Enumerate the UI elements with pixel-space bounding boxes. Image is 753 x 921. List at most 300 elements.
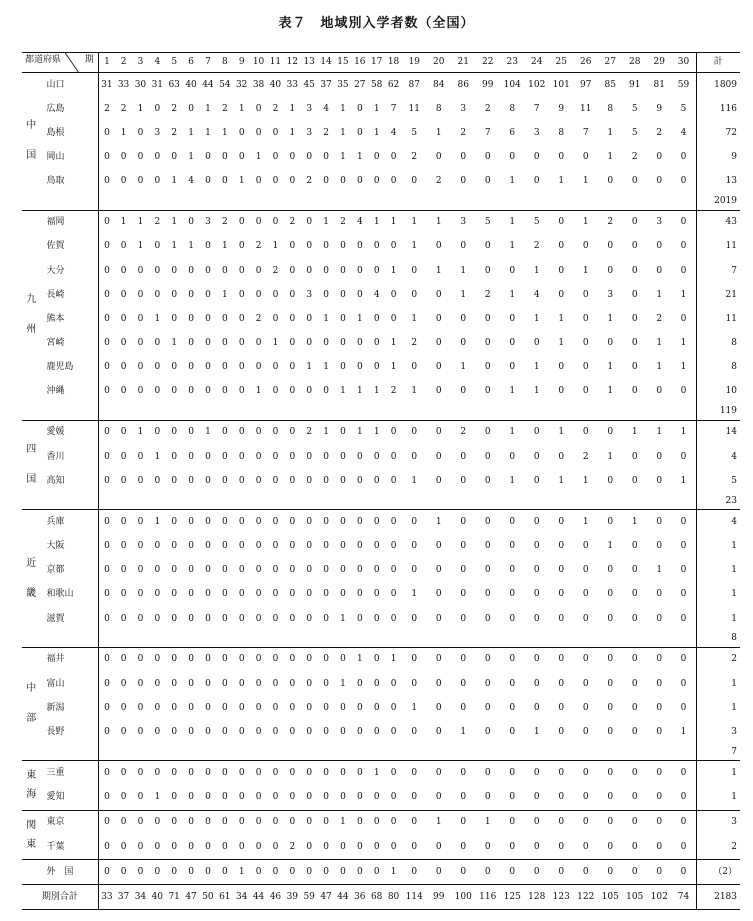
cell-value: 1 xyxy=(356,313,363,324)
region-char: 州 xyxy=(26,324,37,336)
cell-value: 0 xyxy=(306,565,313,576)
cell-value: 0 xyxy=(238,565,245,576)
cell-value: 0 xyxy=(205,386,211,397)
cell-value: 0 xyxy=(607,817,614,828)
cell-value: 0 xyxy=(238,386,245,397)
empty-cell xyxy=(301,745,318,761)
cell-value: 0 xyxy=(272,152,279,163)
subtotal-row xyxy=(22,404,740,420)
cell-value: 1 xyxy=(656,338,663,349)
cell-value: 0 xyxy=(132,860,149,885)
prefecture-name: 新潟 xyxy=(41,696,99,720)
cell-value: 0 xyxy=(484,768,491,778)
cell-value: 0 xyxy=(289,768,296,778)
period-total-value: 128 xyxy=(525,885,550,910)
cell-value: 1 xyxy=(656,362,663,373)
table-row xyxy=(22,696,740,720)
cell-value: 0 xyxy=(390,516,397,527)
cell-value: 0 xyxy=(171,654,178,665)
cell-value: 2 xyxy=(306,176,313,187)
prefecture-name: 宮崎 xyxy=(41,332,99,356)
cell-value: 0 xyxy=(284,860,301,885)
period-header: 30 xyxy=(672,53,697,73)
empty-cell xyxy=(623,631,648,647)
cell-value: 0 xyxy=(558,241,565,252)
cell-value: 0 xyxy=(484,613,491,624)
cell-value: 0 xyxy=(656,540,663,551)
empty-cell xyxy=(672,194,697,210)
cell-value: 0 xyxy=(460,589,467,600)
cell-value: 0 xyxy=(533,589,540,600)
cell-value: 1 xyxy=(582,475,589,486)
cell-value: 0 xyxy=(104,217,110,228)
cell-value: 0 xyxy=(451,786,476,811)
cell-value: 0 xyxy=(672,170,697,194)
cell-value: 0 xyxy=(289,565,296,576)
cell-value: 2 xyxy=(582,451,589,462)
cell-value: 0 xyxy=(484,702,491,713)
cell-value: 0 xyxy=(582,540,589,551)
cell-value: 0 xyxy=(356,727,363,738)
cell-value: 1 xyxy=(373,386,380,397)
cell-value: 0 xyxy=(368,786,385,811)
period-header: 19 xyxy=(402,53,427,73)
empty-cell xyxy=(132,631,149,647)
cell-value: 1 xyxy=(390,265,397,276)
cell-value: 0 xyxy=(435,313,442,324)
cell-value: 4 xyxy=(533,289,540,300)
cell-value: 0 xyxy=(255,289,262,300)
cell-value: 0 xyxy=(607,702,614,713)
empty-cell xyxy=(183,493,200,509)
cell-value: 0 xyxy=(390,451,397,462)
region-char: 東 xyxy=(26,838,37,850)
cell-value: 1 xyxy=(435,217,442,228)
cell-value: 0 xyxy=(188,727,194,738)
cell-value: 0 xyxy=(171,702,178,713)
cell-value: 0 xyxy=(435,540,442,551)
cell-value: 1 xyxy=(356,654,363,665)
cell-value: 0 xyxy=(238,589,245,600)
table-row xyxy=(22,810,740,835)
cell-value: 0 xyxy=(373,654,380,665)
cell-value: 0 xyxy=(233,835,250,860)
cell-value: 8 xyxy=(558,127,565,138)
empty-cell xyxy=(149,631,166,647)
cell-value: 0 xyxy=(149,860,166,885)
cell-value: 0 xyxy=(104,516,110,527)
cell-value: 0 xyxy=(435,565,442,576)
prefecture-name: 千葉 xyxy=(41,835,99,860)
cell-value: 1 xyxy=(233,860,250,885)
cell-value: 0 xyxy=(356,817,363,828)
period-total-value: 44 xyxy=(250,885,267,910)
cell-value: 5 xyxy=(631,103,638,114)
cell-value: 0 xyxy=(460,565,467,576)
empty-cell xyxy=(301,631,318,647)
cell-value: 0 xyxy=(484,241,491,252)
empty-cell xyxy=(335,404,352,420)
empty-cell xyxy=(427,631,452,647)
cell-value: 0 xyxy=(533,702,540,713)
cell-value: 0 xyxy=(272,613,279,624)
cell-value: 0 xyxy=(435,386,442,397)
table-row xyxy=(22,97,740,121)
cell-value: 1 xyxy=(582,516,589,527)
cell-value: 0 xyxy=(631,451,638,462)
cell-value: 1 xyxy=(205,103,211,114)
cell-value: 0 xyxy=(533,152,540,163)
empty-cell xyxy=(549,493,574,509)
row-total: 3 xyxy=(731,817,737,828)
cell-value: 0 xyxy=(250,860,267,885)
cell-value: 0 xyxy=(238,313,245,324)
cell-value: 0 xyxy=(120,727,127,738)
cell-value: 0 xyxy=(607,654,614,665)
cell-value: 0 xyxy=(582,702,589,713)
cell-value: 0 xyxy=(306,338,313,349)
cell-value: 0 xyxy=(120,475,127,486)
cell-value: 0 xyxy=(132,786,149,811)
empty-cell xyxy=(623,493,648,509)
cell-value: 0 xyxy=(460,516,467,527)
cell-value: 0 xyxy=(323,516,329,527)
cell-value: 0 xyxy=(582,313,589,324)
cell-value: 4 xyxy=(323,103,329,114)
cell-value: 0 xyxy=(188,540,194,551)
cell-value: 0 xyxy=(558,727,565,738)
cell-value: 0 xyxy=(672,835,697,860)
empty-cell xyxy=(672,745,697,761)
cell-value: 3 xyxy=(460,103,467,114)
cell-value: 0 xyxy=(373,516,380,527)
cell-value: 0 xyxy=(120,386,127,397)
cell-value: 1 xyxy=(323,362,329,373)
cell-value: 1 xyxy=(411,386,418,397)
empty-cell xyxy=(598,194,623,210)
empty-cell xyxy=(351,745,368,761)
cell-value: 1 xyxy=(171,241,178,252)
cell-value: 0 xyxy=(533,176,540,187)
cell-value: 0 xyxy=(238,817,245,828)
cell-value: 1 xyxy=(411,475,418,486)
empty-cell xyxy=(267,745,284,761)
cell-value: 0 xyxy=(484,265,491,276)
row-total: 10 xyxy=(725,386,737,397)
cell-value: 0 xyxy=(221,152,228,163)
empty-cell xyxy=(549,631,574,647)
cell-value: 40 xyxy=(269,79,282,90)
cell-value: 0 xyxy=(205,362,211,373)
cell-value: 1 xyxy=(533,313,540,324)
empty-cell xyxy=(233,493,250,509)
empty-cell xyxy=(549,194,574,210)
row-total: 1 xyxy=(731,540,737,551)
empty-cell xyxy=(284,493,301,509)
cell-value: 0 xyxy=(558,613,565,624)
cell-value: 0 xyxy=(549,786,574,811)
cell-value: 0 xyxy=(509,313,516,324)
cell-value: 3 xyxy=(306,127,313,138)
cell-value: 0 xyxy=(672,259,697,283)
cell-value: 0 xyxy=(582,589,589,600)
cell-value: 0 xyxy=(607,265,614,276)
empty-cell xyxy=(385,493,402,509)
cell-value: 63 xyxy=(168,79,180,90)
cell-value: 0 xyxy=(98,786,115,811)
empty-cell xyxy=(267,404,284,420)
cell-value: 0 xyxy=(411,817,418,828)
cell-value: 0 xyxy=(255,565,262,576)
table-row xyxy=(22,786,740,811)
cell-value: 0 xyxy=(104,702,110,713)
period-total-value: 34 xyxy=(233,885,250,910)
cell-value: 0 xyxy=(460,540,467,551)
row-total: 72 xyxy=(725,127,737,138)
cell-value: 0 xyxy=(623,835,648,860)
empty-cell xyxy=(115,493,132,509)
empty-cell xyxy=(166,404,183,420)
cell-value: 0 xyxy=(306,451,313,462)
period-total-value: 105 xyxy=(598,885,623,910)
cell-value: 0 xyxy=(631,727,638,738)
cell-value: 0 xyxy=(120,176,127,187)
cell-value: 1 xyxy=(356,386,363,397)
empty-cell xyxy=(525,493,550,509)
cell-value: 0 xyxy=(623,786,648,811)
cell-value: 0 xyxy=(149,835,166,860)
cell-value: 1 xyxy=(306,362,313,373)
cell-value: 2 xyxy=(171,127,178,138)
table-row xyxy=(22,380,740,404)
empty-cell xyxy=(574,745,599,761)
cell-value: 0 xyxy=(323,152,329,163)
cell-value: 0 xyxy=(272,362,279,373)
empty-cell xyxy=(149,745,166,761)
cell-value: 0 xyxy=(525,835,550,860)
cell-value: 1 xyxy=(120,127,127,138)
period-header: 22 xyxy=(476,53,501,73)
prefecture-name: 高知 xyxy=(41,469,99,493)
cell-value: 0 xyxy=(120,451,127,462)
group-subtotal: 2019 xyxy=(696,194,740,210)
cell-value: 0 xyxy=(582,727,589,738)
cell-value: 0 xyxy=(323,289,329,300)
cell-value: 0 xyxy=(255,127,262,138)
cell-value: 0 xyxy=(154,817,161,828)
empty-cell xyxy=(476,745,501,761)
cell-value: 0 xyxy=(435,768,442,778)
cell-value: 0 xyxy=(356,451,363,462)
cell-value: 1 xyxy=(340,127,346,138)
cell-value: 0 xyxy=(656,451,663,462)
cell-value: 2 xyxy=(120,103,127,114)
cell-value: 2 xyxy=(460,427,467,438)
period-total-value: 33 xyxy=(98,885,115,910)
cell-value: 0 xyxy=(255,727,262,738)
cell-value: 0 xyxy=(120,702,127,713)
cell-value: 0 xyxy=(154,386,161,397)
period-total-value: 114 xyxy=(402,885,427,910)
cell-value: 0 xyxy=(598,835,623,860)
cell-value: 0 xyxy=(289,176,296,187)
cell-value: 0 xyxy=(137,540,144,551)
cell-value: 0 xyxy=(137,127,144,138)
empty-cell xyxy=(647,404,672,420)
cell-value: 0 xyxy=(435,475,442,486)
cell-value: 58 xyxy=(370,79,383,90)
cell-value: 0 xyxy=(120,362,127,373)
cell-value: 0 xyxy=(137,313,144,324)
cell-value: 0 xyxy=(549,860,574,885)
cell-value: 0 xyxy=(104,289,110,300)
empty-cell xyxy=(301,493,318,509)
period-header: 20 xyxy=(427,53,452,73)
cell-value: 0 xyxy=(460,475,467,486)
cell-value: 5 xyxy=(484,217,491,228)
cell-value: 0 xyxy=(427,860,452,885)
subtotal-row xyxy=(22,631,740,647)
table-row xyxy=(22,583,740,607)
table-title: 表７ 地域別入学者数（全国） xyxy=(278,16,475,31)
cell-value: 0 xyxy=(656,176,663,187)
cell-value: 6 xyxy=(509,127,516,138)
cell-value: 0 xyxy=(221,338,228,349)
cell-value: 1 xyxy=(340,678,346,689)
cell-value: 0 xyxy=(221,265,228,276)
cell-value: 0 xyxy=(120,613,127,624)
cell-value: 11 xyxy=(580,103,592,114)
period-header: 2 xyxy=(115,53,132,73)
cell-value: 0 xyxy=(582,241,589,252)
prefecture-name: 島根 xyxy=(41,121,99,145)
subtotal-spacer xyxy=(41,194,99,210)
cell-value: 1 xyxy=(188,127,194,138)
table-row xyxy=(22,72,740,97)
cell-value: 8 xyxy=(607,103,614,114)
cell-value: 0 xyxy=(373,678,380,689)
cell-value: 0 xyxy=(120,241,127,252)
empty-cell xyxy=(427,194,452,210)
empty-cell xyxy=(318,493,335,509)
cell-value: 0 xyxy=(104,727,110,738)
cell-value: 0 xyxy=(574,860,599,885)
cell-value: 0 xyxy=(188,265,194,276)
cell-value: 0 xyxy=(104,386,110,397)
cell-value: 0 xyxy=(631,241,638,252)
cell-value: 2 xyxy=(656,313,663,324)
cell-value: 0 xyxy=(323,241,329,252)
cell-value: 0 xyxy=(340,451,346,462)
cell-value: 0 xyxy=(154,475,161,486)
cell-value: 0 xyxy=(525,860,550,885)
cell-value: 1 xyxy=(582,217,589,228)
cell-value: 0 xyxy=(289,702,296,713)
empty-cell xyxy=(183,404,200,420)
cell-value: 0 xyxy=(558,516,565,527)
cell-value: 0 xyxy=(171,727,178,738)
cell-value: 0 xyxy=(435,727,442,738)
cell-value: 0 xyxy=(171,427,178,438)
empty-cell xyxy=(451,631,476,647)
prefecture-name: 京都 xyxy=(41,559,99,583)
empty-cell xyxy=(623,745,648,761)
cell-value: 0 xyxy=(340,516,346,527)
cell-value: 0 xyxy=(340,362,346,373)
cell-value: 0 xyxy=(221,540,228,551)
cell-value: 0 xyxy=(509,589,516,600)
empty-cell xyxy=(149,194,166,210)
cell-value: 8 xyxy=(509,103,516,114)
cell-value: 0 xyxy=(656,727,663,738)
cell-value: 85 xyxy=(604,79,616,90)
cell-value: 0 xyxy=(250,835,267,860)
cell-value: 0 xyxy=(402,835,427,860)
empty-cell xyxy=(335,631,352,647)
cell-value: 2 xyxy=(656,127,663,138)
cell-value: 1 xyxy=(390,217,397,228)
cell-value: 0 xyxy=(631,362,638,373)
cell-value: 0 xyxy=(104,565,110,576)
cell-value: 0 xyxy=(558,265,565,276)
period-header: 10 xyxy=(250,53,267,73)
cell-value: 0 xyxy=(104,427,110,438)
cell-value: 0 xyxy=(509,265,516,276)
cell-value: 1 xyxy=(460,727,467,738)
cell-value: 0 xyxy=(598,786,623,811)
cell-value: 0 xyxy=(272,451,279,462)
cell-value: 0 xyxy=(533,613,540,624)
cell-value: 0 xyxy=(411,451,418,462)
cell-value: 0 xyxy=(306,540,313,551)
region-label xyxy=(22,647,41,761)
table-row xyxy=(22,235,740,259)
cell-value: 0 xyxy=(255,589,262,600)
prefecture-name: 鹿児島 xyxy=(41,356,99,380)
cell-value: 0 xyxy=(460,702,467,713)
cell-value: 1 xyxy=(373,103,380,114)
cell-value: 0 xyxy=(104,589,110,600)
period-header: 23 xyxy=(500,53,525,73)
cell-value: 0 xyxy=(373,241,380,252)
cell-value: 0 xyxy=(631,702,638,713)
cell-value: 0 xyxy=(154,727,161,738)
cell-value: 2 xyxy=(104,103,110,114)
cell-value: 1 xyxy=(607,152,614,163)
cell-value: 0 xyxy=(188,768,194,778)
row-total: 9 xyxy=(731,152,737,163)
cell-value: 0 xyxy=(607,176,614,187)
cell-value: 0 xyxy=(205,768,211,778)
cell-value: 0 xyxy=(647,860,672,885)
cell-value: 0 xyxy=(484,338,491,349)
cell-value: 0 xyxy=(509,362,516,373)
cell-value: 0 xyxy=(435,451,442,462)
cell-value: 2 xyxy=(171,103,178,114)
empty-cell xyxy=(183,194,200,210)
period-total-value: 59 xyxy=(301,885,318,910)
cell-value: 0 xyxy=(356,241,363,252)
cell-value: 0 xyxy=(221,817,228,828)
cell-value: 1 xyxy=(656,565,663,576)
empty-cell xyxy=(598,631,623,647)
empty-cell xyxy=(574,404,599,420)
cell-value: 0 xyxy=(272,127,279,138)
prefecture-name: 大阪 xyxy=(41,534,99,558)
row-total: 21 xyxy=(725,289,737,300)
cell-value: 0 xyxy=(582,152,589,163)
cell-value: 1 xyxy=(607,313,614,324)
